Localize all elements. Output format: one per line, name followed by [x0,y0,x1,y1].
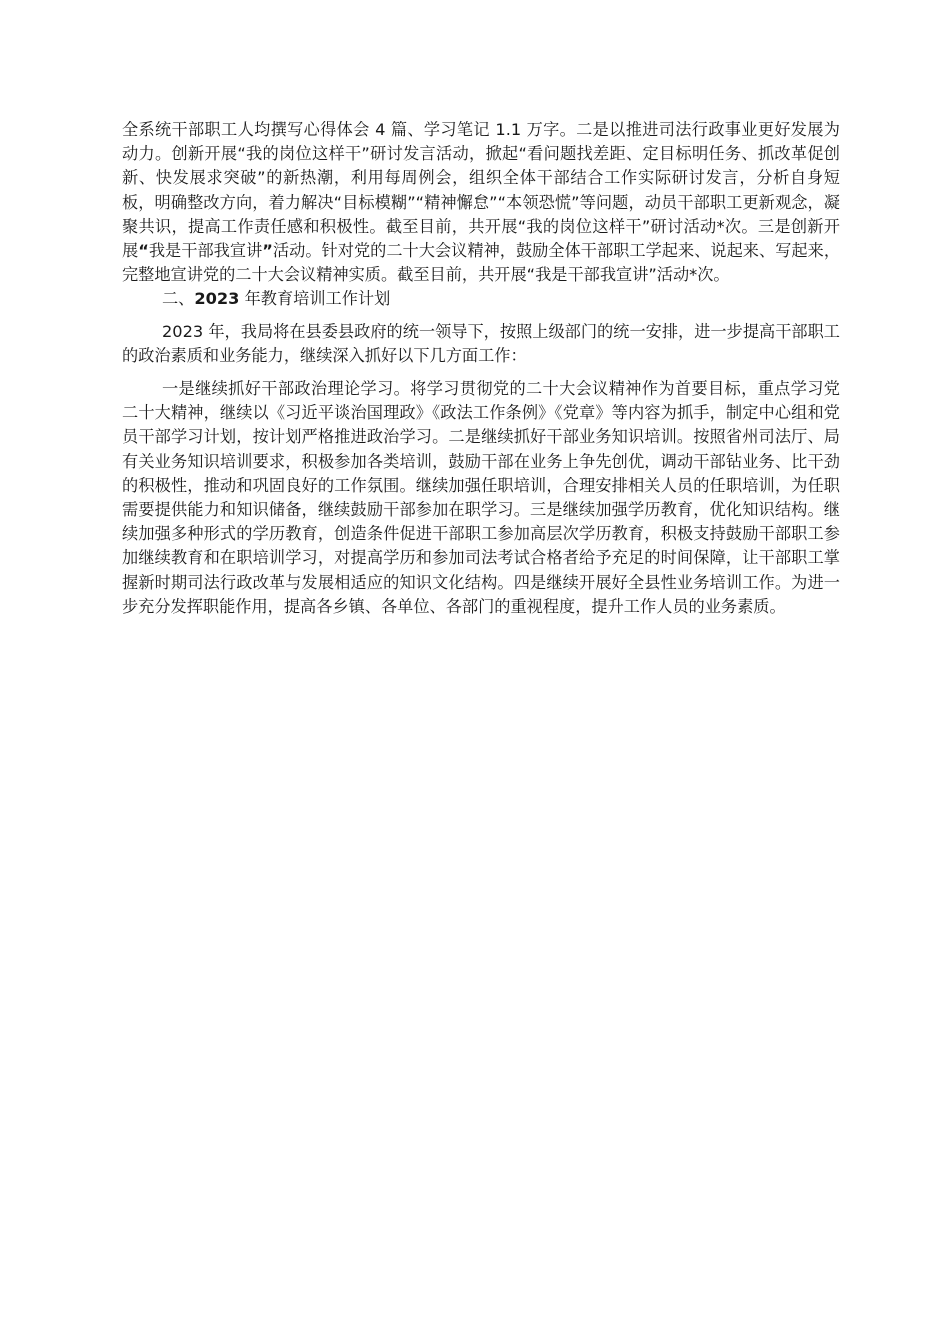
heading-suffix: 年教育培训工作计划 [239,289,391,309]
section-heading [122,287,840,311]
plan-intro-paragraph: 2023 年，我局将在县委县政府的统一领导下，按照上级部门的统一安排，进一步提高干部职工的政治素质和业务能力，继续深入抓好以下几方面工作： [122,321,840,365]
plan-details-paragraph: 一是继续抓好干部政治理论学习。将学习贯彻党的二十大会议精神作为首要目标，重点学习党二十大精神，继续以《习近平谈治国理政》《政法工作条例》《党章》等内容为抓手，制定中心组和党员干部学习计划，按计划严格推进政治学习。二是继续抓好干部业务知识培训。按照省州司法厅、局有关业务知识培训要求，积极参加各类培训，鼓励干部在业务上争先创优，调动干部钻业务、比干劲的积极性，推动和巩固良好的工作氛围。继续加强任职培训，合理安排相关人员的任职培训，为任职需要提供能力和知识储备，继续鼓励干部参加在职学习。三是继续加强学历教育，优化知识结构。继续加强多种形式的学历教育，创造条件促进干部职工参加高层次学历教育，积极支持鼓励干部职工参加继续教育和在职培训学习，对提高学历和参加司法考试合格者给予充足的时间保障，让干部职工掌握新时期司法行政改革与发展相适应的知识文化结构。四是继续开展好全县性业务培训工作。为进一步充分发挥职能作用，提高各乡镇、各单位、各部门的重视程度，提升工作人员的业务素质。 [122,379,840,616]
paragraph1-text-a: 全系统干部职工人均撰写心得体会 4 篇、学习笔记 1.1 万字。二是以推进司法行政事业更好发展为动力。创新开展“我的岗位这样干”研讨发言活动，掀起“看问题找差距、定目标明任务、抓改革促创新、快发展求突破”的新热潮，利用每周例会，组织全体干部结合工作实际研讨发言，分析自身短板，明确整改方向，着力解决“目标模糊”“精神懈怠”“本领恐慌”等问题，动员干部职工更新观念，凝聚共识，提高工作责任感和积极性。截至目前，共开展“我的岗位这样干”研讨活动*次。三是创新开展 [122,120,840,261]
heading-prefix: 二、 [162,289,195,309]
paragraph1-text-b: 活动。针对党的二十大会议精神，鼓励全体干部职工学起来、说起来、写起来，完整地宣讲党的二十大会议精神实质。截至目前，共开展“我是干部我宣讲”活动*次。 [122,241,841,285]
paragraph-continuation [122,118,840,287]
bold-quote-open: “ [138,241,149,261]
bold-quote-close: ” [262,241,273,261]
heading-year: 2023 [194,289,240,309]
document-body [122,118,840,619]
paragraph1-activity-name: 我是干部我宣讲 [148,241,263,261]
